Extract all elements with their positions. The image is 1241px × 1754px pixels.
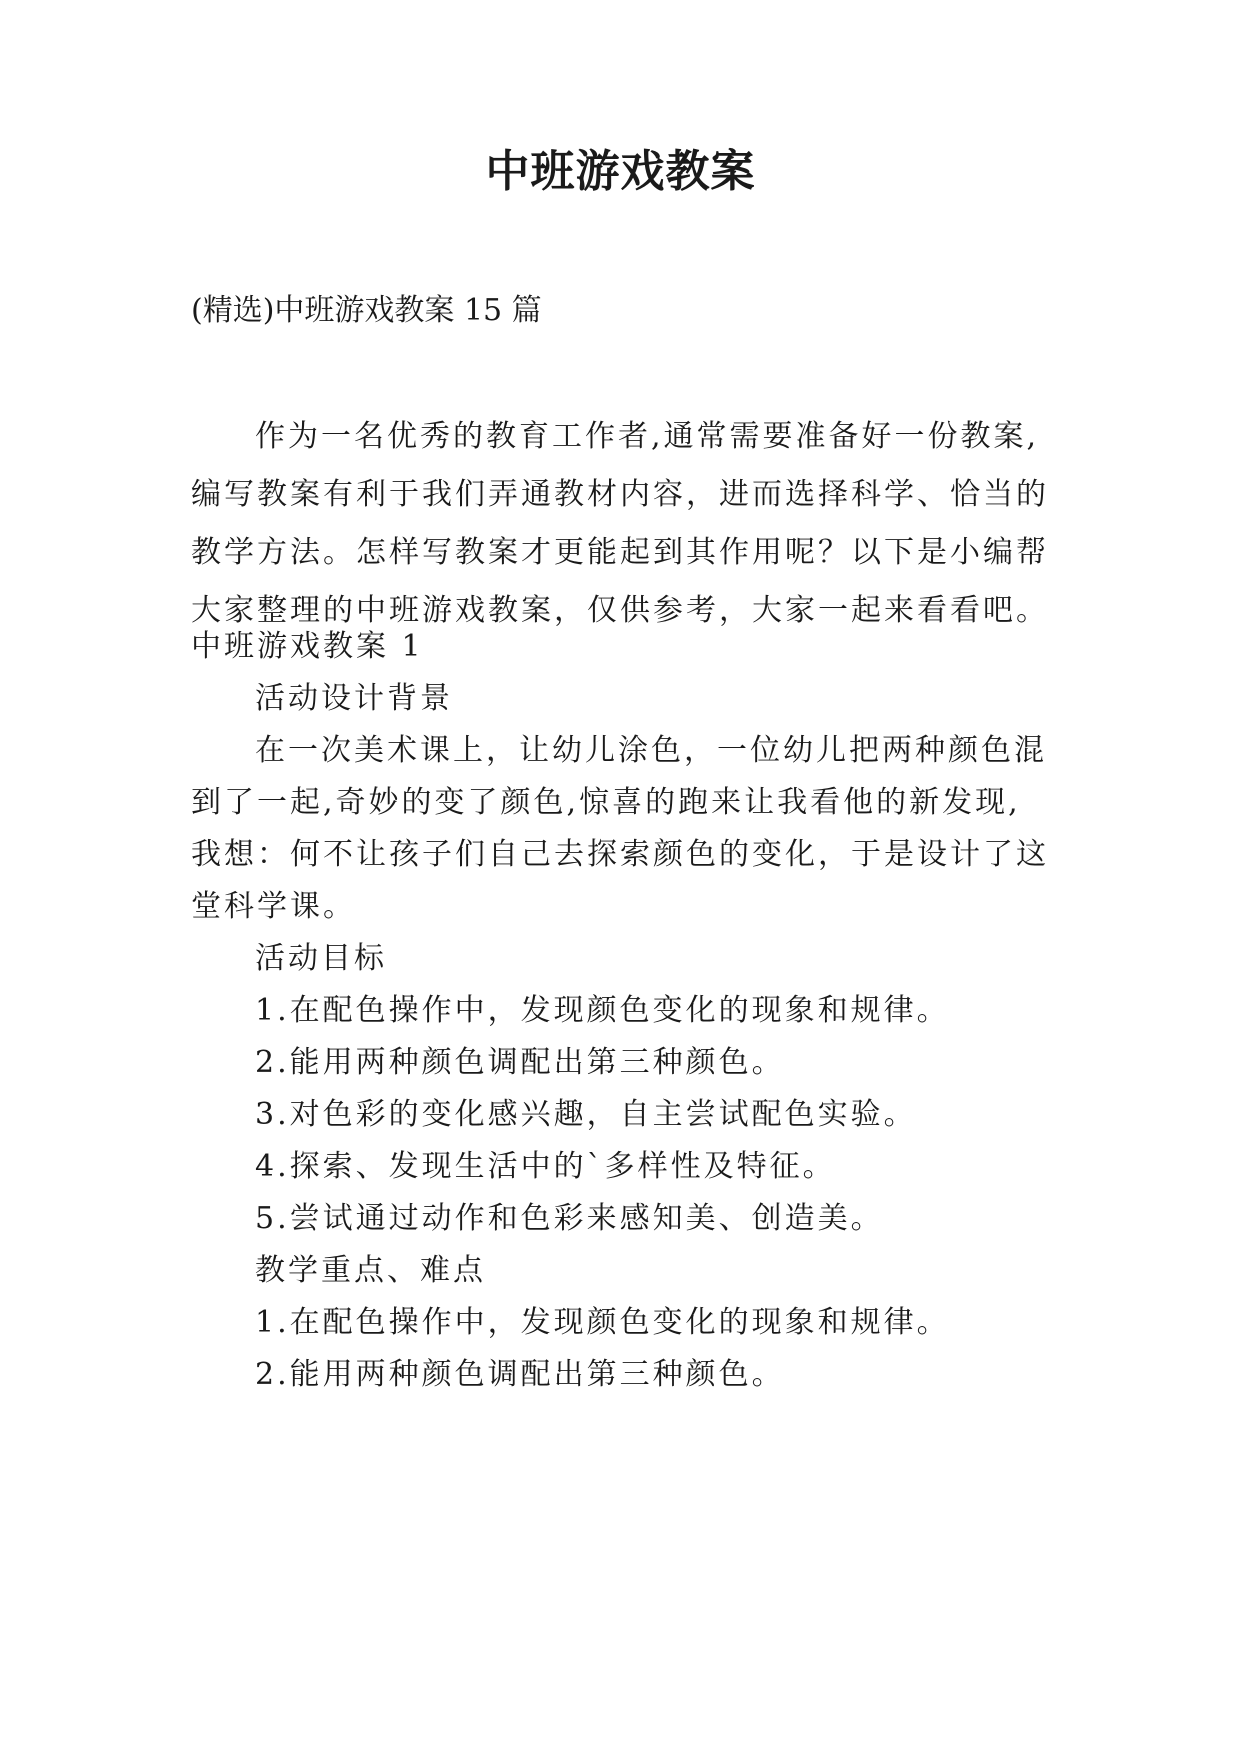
key-points-heading: 教学重点、难点 xyxy=(255,1253,486,1288)
goal-item: 3.对色彩的变化感兴趣，自主尝试配色实验。 xyxy=(255,1097,917,1132)
goal-item: 5.尝试通过动作和色彩来感知美、创造美。 xyxy=(255,1201,884,1236)
background-line: 我想：何不让孩子们自己去探索颜色的变化，于是设计了这 xyxy=(191,837,1049,872)
background-line: 堂科学课。 xyxy=(191,889,356,924)
intro-paragraph xyxy=(191,408,1071,640)
intro-line: 大家整理的中班游戏教案，仅供参考，大家一起来看看吧。 xyxy=(191,593,1049,628)
document-title: 中班游戏教案 xyxy=(485,146,756,197)
lesson-section-1 xyxy=(191,618,1071,1404)
background-line: 到了一起,奇妙的变了颜色,惊喜的跑来让我看他的新发现, xyxy=(191,785,1021,820)
goals-heading: 活动目标 xyxy=(255,941,387,976)
background-heading: 活动设计背景 xyxy=(255,681,453,716)
section-heading: 中班游戏教案 1 xyxy=(191,629,424,664)
intro-line: 教学方法。怎样写教案才更能起到其作用呢？以下是小编帮 xyxy=(191,535,1049,570)
intro-line: 编写教案有利于我们弄通教材内容，进而选择科学、恰当的 xyxy=(191,477,1049,512)
document-subtitle: (精选)中班游戏教案 15 篇 xyxy=(191,293,542,328)
goal-item: 1.在配色操作中，发现颜色变化的现象和规律。 xyxy=(255,993,950,1028)
key-point-item: 2.能用两种颜色调配出第三种颜色。 xyxy=(255,1357,785,1392)
goal-item: 2.能用两种颜色调配出第三种颜色。 xyxy=(255,1045,785,1080)
goal-item: 4.探索、发现生活中的`多样性及特征。 xyxy=(255,1149,836,1184)
background-line: 在一次美术课上，让幼儿涂色，一位幼儿把两种颜色混 xyxy=(255,733,1047,768)
key-point-item: 1.在配色操作中，发现颜色变化的现象和规律。 xyxy=(255,1305,950,1340)
intro-line: 作为一名优秀的教育工作者,通常需要准备好一份教案, xyxy=(255,419,1040,454)
